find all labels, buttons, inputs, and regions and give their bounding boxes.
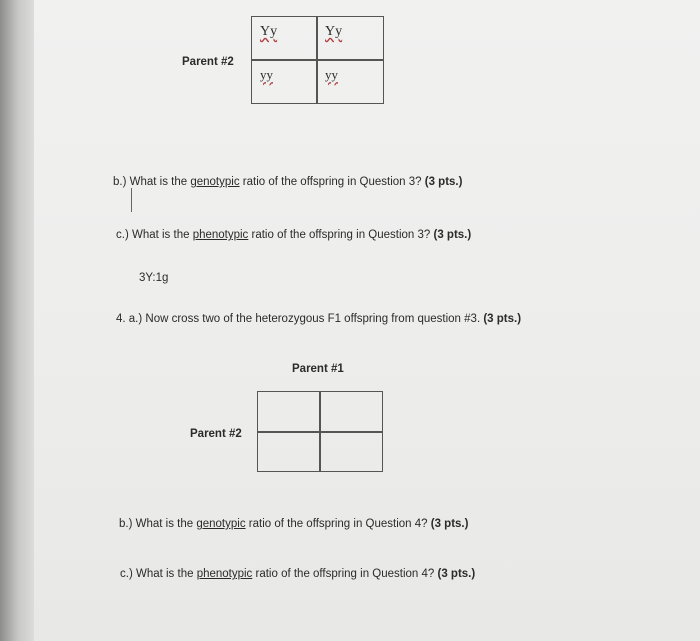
q4c-points: (3 pts.) [437, 568, 476, 580]
q4b-prefix: b.) What is the [119, 518, 197, 530]
q3c-suffix: ratio of the offspring in Question 3? [248, 229, 434, 241]
q4c-term: phenotypic [196, 568, 253, 580]
punnett1-cell: yy [325, 67, 338, 82]
question-4b [119, 518, 468, 530]
punnett2-parent1-label: Parent #1 [292, 363, 344, 375]
question-3b [113, 176, 462, 188]
q3b-prefix: b.) What is the [113, 176, 191, 188]
question-4a [116, 313, 521, 325]
q3c-prefix: c.) What is the [116, 229, 193, 241]
punnett1-parent-label: Parent #2 [182, 56, 234, 68]
q4c-suffix: ratio of the offspring in Question 4? [252, 568, 438, 580]
question-3c [116, 229, 471, 241]
punnett1-divider-h [251, 59, 384, 61]
q4a-points: (3 pts.) [483, 313, 522, 325]
punnett2-divider-h [257, 431, 383, 433]
punnett2-parent2-label: Parent #2 [190, 428, 242, 440]
punnett1-cell: yy [260, 67, 273, 82]
q4a-text: 4. a.) Now cross two of the heterozygous F1 offspring from question #3. [116, 313, 484, 325]
q4b-suffix: ratio of the offspring in Question 4? [245, 518, 431, 530]
punnett1-cell: Yy [260, 24, 278, 39]
q4c-prefix: c.) What is the [120, 568, 197, 580]
q3b-points: (3 pts.) [424, 176, 463, 188]
q3c-term: phenotypic [192, 229, 249, 241]
monitor-bezel [0, 0, 34, 641]
punnett1-cell: Yy [325, 24, 343, 39]
q3b-suffix: ratio of the offspring in Question 3? [239, 176, 425, 188]
q4b-points: (3 pts.) [430, 518, 469, 530]
q3c-points: (3 pts.) [433, 229, 472, 241]
question-4c [120, 568, 475, 580]
q3c-answer: 3Y:1g [139, 272, 169, 284]
text-cursor [131, 188, 132, 212]
q3b-term: genotypic [190, 176, 240, 188]
q4b-term: genotypic [196, 518, 246, 530]
